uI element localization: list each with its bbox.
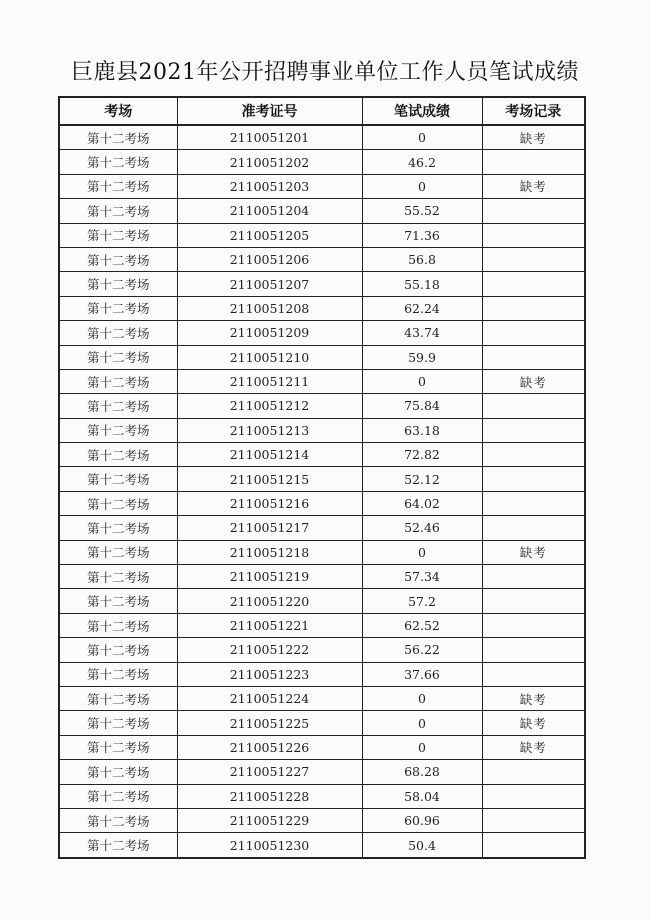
cell-exam-room: 第十二考场 [59, 808, 177, 832]
cell-exam-record: 缺考 [482, 711, 585, 735]
table-row [59, 686, 585, 710]
cell-exam-room: 第十二考场 [59, 613, 177, 637]
cell-exam-room: 第十二考场 [59, 491, 177, 515]
header-exam-room: 考场 [59, 97, 177, 125]
table-row [59, 247, 585, 271]
cell-exam-record [482, 247, 585, 271]
cell-ticket-number: 2110051203 [177, 174, 362, 198]
table-row [59, 613, 585, 637]
cell-exam-record [482, 296, 585, 320]
cell-written-score: 62.52 [362, 613, 482, 637]
cell-ticket-number: 2110051213 [177, 418, 362, 442]
cell-exam-record: 缺考 [482, 540, 585, 564]
cell-exam-room: 第十二考场 [59, 321, 177, 345]
cell-exam-record [482, 199, 585, 223]
cell-exam-record [482, 272, 585, 296]
table-row [59, 369, 585, 393]
cell-exam-room: 第十二考场 [59, 540, 177, 564]
cell-written-score: 43.74 [362, 321, 482, 345]
cell-exam-room: 第十二考场 [59, 345, 177, 369]
cell-written-score: 0 [362, 174, 482, 198]
cell-written-score: 55.18 [362, 272, 482, 296]
table-row [59, 833, 585, 858]
cell-ticket-number: 2110051206 [177, 247, 362, 271]
table-row [59, 174, 585, 198]
cell-ticket-number: 2110051208 [177, 296, 362, 320]
table-row [59, 491, 585, 515]
cell-exam-record: 缺考 [482, 125, 585, 150]
cell-exam-record: 缺考 [482, 369, 585, 393]
table-row [59, 784, 585, 808]
cell-ticket-number: 2110051218 [177, 540, 362, 564]
cell-exam-room: 第十二考场 [59, 589, 177, 613]
cell-exam-record [482, 784, 585, 808]
cell-exam-room: 第十二考场 [59, 686, 177, 710]
cell-exam-room: 第十二考场 [59, 711, 177, 735]
table-body [59, 125, 585, 858]
cell-exam-room: 第十二考场 [59, 199, 177, 223]
table-row [59, 467, 585, 491]
cell-written-score: 58.04 [362, 784, 482, 808]
cell-written-score: 57.34 [362, 565, 482, 589]
cell-written-score: 63.18 [362, 418, 482, 442]
table-row [59, 516, 585, 540]
cell-exam-room: 第十二考场 [59, 760, 177, 784]
cell-written-score: 71.36 [362, 223, 482, 247]
cell-exam-room: 第十二考场 [59, 174, 177, 198]
cell-ticket-number: 2110051228 [177, 784, 362, 808]
cell-exam-record [482, 613, 585, 637]
table-row [59, 345, 585, 369]
cell-written-score: 57.2 [362, 589, 482, 613]
cell-ticket-number: 2110051230 [177, 833, 362, 858]
cell-ticket-number: 2110051204 [177, 199, 362, 223]
cell-exam-record [482, 345, 585, 369]
table-row [59, 589, 585, 613]
cell-written-score: 52.46 [362, 516, 482, 540]
cell-exam-record: 缺考 [482, 686, 585, 710]
cell-written-score: 46.2 [362, 150, 482, 174]
cell-written-score: 72.82 [362, 443, 482, 467]
table-row [59, 808, 585, 832]
table-row [59, 150, 585, 174]
cell-ticket-number: 2110051215 [177, 467, 362, 491]
cell-written-score: 56.8 [362, 247, 482, 271]
cell-exam-room: 第十二考场 [59, 394, 177, 418]
header-ticket-number: 准考证号 [177, 97, 362, 125]
cell-exam-record [482, 418, 585, 442]
cell-written-score: 60.96 [362, 808, 482, 832]
cell-ticket-number: 2110051229 [177, 808, 362, 832]
cell-written-score: 0 [362, 540, 482, 564]
cell-exam-room: 第十二考场 [59, 784, 177, 808]
table-row [59, 223, 585, 247]
table-row [59, 321, 585, 345]
cell-written-score: 0 [362, 735, 482, 759]
header-written-score: 笔试成绩 [362, 97, 482, 125]
table-row [59, 662, 585, 686]
cell-exam-record [482, 808, 585, 832]
cell-exam-room: 第十二考场 [59, 516, 177, 540]
table-row [59, 711, 585, 735]
table-row [59, 735, 585, 759]
cell-written-score: 62.24 [362, 296, 482, 320]
cell-exam-record [482, 638, 585, 662]
cell-ticket-number: 2110051219 [177, 565, 362, 589]
cell-written-score: 55.52 [362, 199, 482, 223]
cell-exam-room: 第十二考场 [59, 296, 177, 320]
cell-exam-record [482, 394, 585, 418]
cell-exam-record: 缺考 [482, 174, 585, 198]
scores-table [58, 96, 586, 859]
cell-ticket-number: 2110051216 [177, 491, 362, 515]
cell-exam-room: 第十二考场 [59, 272, 177, 296]
cell-written-score: 50.4 [362, 833, 482, 858]
cell-exam-record [482, 223, 585, 247]
cell-exam-room: 第十二考场 [59, 467, 177, 491]
table-row [59, 199, 585, 223]
cell-exam-record [482, 516, 585, 540]
cell-exam-room: 第十二考场 [59, 638, 177, 662]
cell-written-score: 64.02 [362, 491, 482, 515]
cell-exam-record [482, 467, 585, 491]
cell-exam-room: 第十二考场 [59, 369, 177, 393]
cell-ticket-number: 2110051212 [177, 394, 362, 418]
cell-ticket-number: 2110051220 [177, 589, 362, 613]
cell-ticket-number: 2110051207 [177, 272, 362, 296]
cell-written-score: 56.22 [362, 638, 482, 662]
cell-exam-room: 第十二考场 [59, 565, 177, 589]
cell-exam-record [482, 491, 585, 515]
cell-exam-room: 第十二考场 [59, 735, 177, 759]
cell-exam-room: 第十二考场 [59, 247, 177, 271]
table-row [59, 760, 585, 784]
cell-exam-record [482, 321, 585, 345]
cell-ticket-number: 2110051205 [177, 223, 362, 247]
cell-exam-room: 第十二考场 [59, 833, 177, 858]
cell-ticket-number: 2110051202 [177, 150, 362, 174]
cell-exam-record [482, 443, 585, 467]
table-row [59, 418, 585, 442]
cell-exam-room: 第十二考场 [59, 418, 177, 442]
cell-exam-room: 第十二考场 [59, 150, 177, 174]
cell-exam-record: 缺考 [482, 735, 585, 759]
cell-exam-room: 第十二考场 [59, 443, 177, 467]
table-row [59, 540, 585, 564]
cell-ticket-number: 2110051222 [177, 638, 362, 662]
cell-exam-record [482, 662, 585, 686]
cell-ticket-number: 2110051221 [177, 613, 362, 637]
cell-exam-record [482, 589, 585, 613]
cell-exam-room: 第十二考场 [59, 662, 177, 686]
cell-written-score: 0 [362, 711, 482, 735]
cell-ticket-number: 2110051226 [177, 735, 362, 759]
cell-written-score: 0 [362, 125, 482, 150]
cell-written-score: 37.66 [362, 662, 482, 686]
cell-ticket-number: 2110051214 [177, 443, 362, 467]
table-header-row [59, 97, 585, 125]
cell-written-score: 75.84 [362, 394, 482, 418]
cell-exam-room: 第十二考场 [59, 223, 177, 247]
cell-written-score: 0 [362, 369, 482, 393]
table-row [59, 565, 585, 589]
cell-written-score: 52.12 [362, 467, 482, 491]
table-row [59, 394, 585, 418]
cell-ticket-number: 2110051210 [177, 345, 362, 369]
cell-written-score: 0 [362, 686, 482, 710]
cell-written-score: 68.28 [362, 760, 482, 784]
page-title: 巨鹿县2021年公开招聘事业单位工作人员笔试成绩 [71, 60, 579, 85]
cell-exam-room: 第十二考场 [59, 125, 177, 150]
cell-exam-record [482, 760, 585, 784]
table-row [59, 443, 585, 467]
cell-ticket-number: 2110051224 [177, 686, 362, 710]
table-row [59, 638, 585, 662]
table-row [59, 272, 585, 296]
cell-exam-record [482, 833, 585, 858]
table-row [59, 296, 585, 320]
cell-ticket-number: 2110051211 [177, 369, 362, 393]
cell-ticket-number: 2110051201 [177, 125, 362, 150]
cell-exam-record [482, 150, 585, 174]
cell-written-score: 59.9 [362, 345, 482, 369]
header-exam-record: 考场记录 [482, 97, 585, 125]
cell-ticket-number: 2110051209 [177, 321, 362, 345]
cell-ticket-number: 2110051217 [177, 516, 362, 540]
cell-ticket-number: 2110051225 [177, 711, 362, 735]
table-row [59, 125, 585, 150]
cell-ticket-number: 2110051223 [177, 662, 362, 686]
cell-ticket-number: 2110051227 [177, 760, 362, 784]
cell-exam-record [482, 565, 585, 589]
